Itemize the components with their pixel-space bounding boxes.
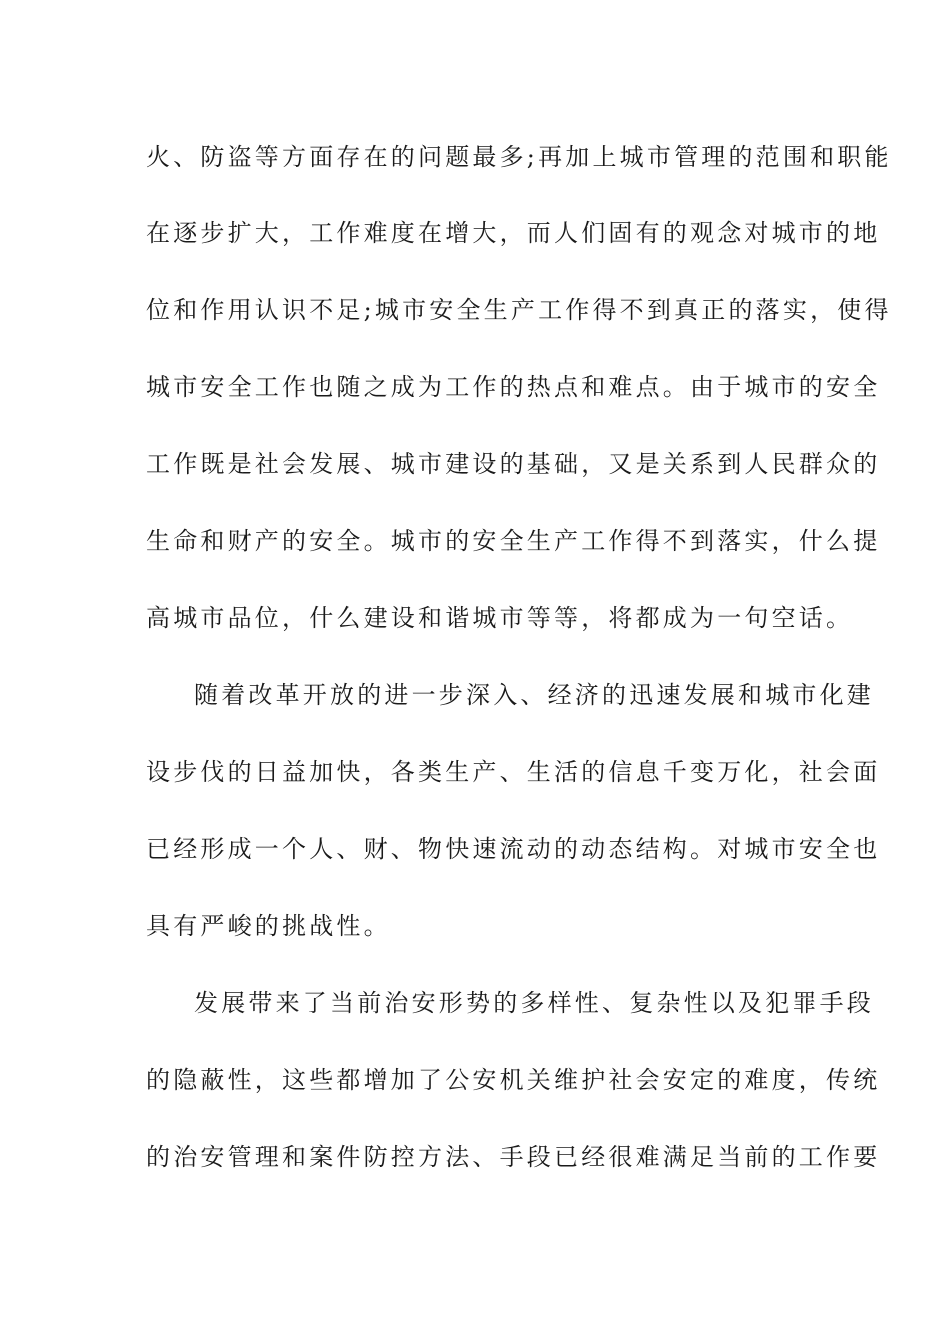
text-line: 位和作用认识不足;城市安全生产工作得不到真正的落实，使得: [146, 296, 892, 324]
text-line: 的治安管理和案件防控方法、手段已经很难满足当前的工作要: [146, 1143, 881, 1171]
text-line: 高城市品位，什么建设和谐城市等等，将都成为一句空话。: [146, 604, 854, 632]
text-line: 的隐蔽性，这些都增加了公安机关维护社会安定的难度，传统: [146, 1066, 881, 1094]
paragraph-first-line: 随着改革开放的进一步深入、经济的迅速发展和城市化建: [194, 681, 874, 709]
text-line: 具有严峻的挑战性。: [146, 912, 391, 940]
text-line: 设步伐的日益加快，各类生产、生活的信息千变万化，社会面: [146, 758, 881, 786]
paragraph-first-line: 发展带来了当前治安形势的多样性、复杂性以及犯罪手段: [194, 989, 874, 1017]
text-line: 在逐步扩大，工作难度在增大，而人们固有的观念对城市的地: [146, 219, 881, 247]
text-line: 已经形成一个人、财、物快速流动的动态结构。对城市安全也: [146, 835, 881, 863]
text-line: 工作既是社会发展、城市建设的基础，又是关系到人民群众的: [146, 450, 881, 478]
text-line: 火、防盗等方面存在的问题最多;再加上城市管理的范围和职能: [146, 143, 892, 171]
text-line: 城市安全工作也随之成为工作的热点和难点。由于城市的安全: [146, 373, 881, 401]
text-line: 生命和财产的安全。城市的安全生产工作得不到落实，什么提: [146, 527, 881, 555]
